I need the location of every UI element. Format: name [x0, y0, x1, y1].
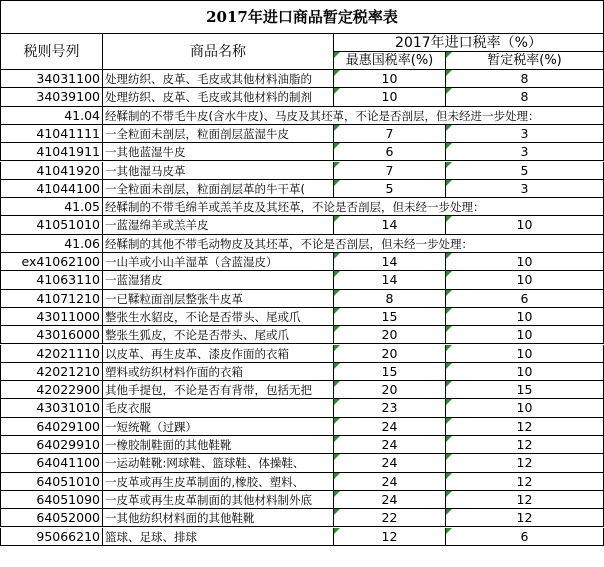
row-name: 一皮革或再生皮革制面的,橡胶、塑料、 [103, 473, 334, 491]
row-code: 42021110 [0, 345, 103, 363]
row-provisional-rate: 10 [446, 271, 604, 289]
error-indicator-icon [446, 290, 452, 296]
row-name: 一已鞣粒面剖层整张牛皮革 [103, 290, 334, 308]
row-mfn-rate: 7 [334, 125, 446, 143]
row-name: 毛皮衣服 [103, 399, 334, 417]
error-indicator-icon [334, 345, 340, 351]
row-name: 处理纺织、皮革、毛皮或其他材料油脂的 [103, 70, 334, 88]
row-mfn-rate: 24 [334, 491, 446, 509]
row-code: 34039100 [0, 88, 103, 106]
row-provisional-rate: 3 [446, 143, 604, 161]
error-indicator-icon [446, 52, 452, 58]
header-provisional-rate: 暂定税率(%) [446, 52, 604, 70]
row-mfn-rate: 12 [334, 528, 446, 546]
row-code: 64041100 [0, 454, 103, 472]
row-provisional-rate: 10 [446, 308, 604, 326]
row-provisional-rate: 6 [446, 290, 604, 308]
row-name: 篮球、足球、排球 [103, 528, 334, 546]
error-indicator-icon [446, 253, 452, 259]
row-heading-text: 经鞣制的其他不带毛动物皮及其坯革，不论是否剖层，但未经一步处理： [103, 235, 604, 253]
row-name: 一其他纺织材料面的其他鞋靴 [103, 509, 334, 527]
row-mfn-rate: 24 [334, 454, 446, 472]
row-provisional-rate: 8 [446, 88, 604, 106]
row-code: 64052000 [0, 509, 103, 527]
error-indicator-icon [446, 180, 452, 186]
row-provisional-rate: 5 [446, 162, 604, 180]
row-mfn-rate: 14 [334, 216, 446, 234]
row-heading-text: 经鞣制的不带毛绵羊或羔羊皮及其坯革，不论是否剖层，但未经一步处理： [103, 198, 604, 216]
row-name: 一橡胶制鞋面的其他鞋靴 [103, 436, 334, 454]
error-indicator-icon [334, 88, 340, 94]
error-indicator-icon [446, 491, 452, 497]
header-code: 税则号列 [0, 34, 103, 70]
row-mfn-rate: 10 [334, 70, 446, 88]
error-indicator-icon [446, 473, 452, 479]
error-indicator-icon [446, 271, 452, 277]
row-code: 41.04 [0, 107, 103, 125]
error-indicator-icon [334, 399, 340, 405]
row-mfn-rate: 24 [334, 418, 446, 436]
error-indicator-icon [446, 509, 452, 515]
row-code: 41041911 [0, 143, 103, 161]
error-indicator-icon [446, 454, 452, 460]
error-indicator-icon [334, 253, 340, 259]
row-provisional-rate: 15 [446, 381, 604, 399]
row-provisional-rate: 10 [446, 345, 604, 363]
row-provisional-rate: 12 [446, 473, 604, 491]
row-name: 一全粒面未剖层，粒面剖层蓝湿牛皮 [103, 125, 334, 143]
row-mfn-rate: 8 [334, 290, 446, 308]
error-indicator-icon [446, 528, 452, 534]
row-mfn-rate: 7 [334, 162, 446, 180]
row-mfn-rate: 15 [334, 363, 446, 381]
error-indicator-icon [446, 363, 452, 369]
row-code: 64051010 [0, 473, 103, 491]
row-provisional-rate: 12 [446, 418, 604, 436]
row-mfn-rate: 20 [334, 345, 446, 363]
row-name: 处理纺织、皮革、毛皮或其他材料的制剂 [103, 88, 334, 106]
row-code: 41071210 [0, 290, 103, 308]
error-indicator-icon [446, 125, 452, 131]
row-mfn-rate: 20 [334, 381, 446, 399]
row-provisional-rate: 3 [446, 180, 604, 198]
row-name: 塑料或纺织材料作面的衣箱 [103, 363, 334, 381]
error-indicator-icon [446, 308, 452, 314]
error-indicator-icon [334, 162, 340, 168]
error-indicator-icon [334, 436, 340, 442]
error-indicator-icon [446, 399, 452, 405]
error-indicator-icon [334, 491, 340, 497]
row-provisional-rate: 6 [446, 528, 604, 546]
row-code: 42022900 [0, 381, 103, 399]
error-indicator-icon [334, 509, 340, 515]
row-provisional-rate: 3 [446, 125, 604, 143]
row-mfn-rate: 20 [334, 326, 446, 344]
row-code: 41041111 [0, 125, 103, 143]
row-provisional-rate: 10 [446, 253, 604, 271]
error-indicator-icon [446, 436, 452, 442]
error-indicator-icon [334, 363, 340, 369]
row-mfn-rate: 24 [334, 473, 446, 491]
error-indicator-icon [334, 381, 340, 387]
error-indicator-icon [334, 473, 340, 479]
row-code: 42021210 [0, 363, 103, 381]
row-name: 一短统靴（过踝） [103, 418, 334, 436]
row-heading-text: 经鞣制的不带毛牛皮(含水牛皮)、马皮及其坯革，不论是否剖层，但未经进一步处理： [103, 107, 604, 125]
row-name: 以皮革、再生皮革、漆皮作面的衣箱 [103, 345, 334, 363]
error-indicator-icon [446, 70, 452, 76]
row-provisional-rate: 8 [446, 70, 604, 88]
row-mfn-rate: 24 [334, 436, 446, 454]
row-name: 其他手提包，不论是否有背带，包括无把 [103, 381, 334, 399]
row-mfn-rate: 14 [334, 253, 446, 271]
error-indicator-icon [446, 143, 452, 149]
row-provisional-rate: 12 [446, 509, 604, 527]
row-mfn-rate: 14 [334, 271, 446, 289]
error-indicator-icon [334, 125, 340, 131]
row-name: 一山羊或小山羊湿革（含蓝湿皮） [103, 253, 334, 271]
row-mfn-rate: 15 [334, 308, 446, 326]
error-indicator-icon [446, 381, 452, 387]
row-code: 41044100 [0, 180, 103, 198]
row-code: 64029910 [0, 436, 103, 454]
error-indicator-icon [334, 271, 340, 277]
error-indicator-icon [334, 454, 340, 460]
error-indicator-icon [334, 216, 340, 222]
row-mfn-rate: 22 [334, 509, 446, 527]
error-indicator-icon [334, 52, 340, 58]
row-name: 一其他蓝湿牛皮 [103, 143, 334, 161]
row-name: 一全粒面未剖层，粒面剖层革的牛干革( [103, 180, 334, 198]
row-code: 43016000 [0, 326, 103, 344]
error-indicator-icon [334, 308, 340, 314]
row-mfn-rate: 10 [334, 88, 446, 106]
row-name: 整张生水貂皮，不论是否带头、尾或爪 [103, 308, 334, 326]
row-mfn-rate: 6 [334, 143, 446, 161]
row-provisional-rate: 12 [446, 491, 604, 509]
row-code: ex41062100 [0, 253, 103, 271]
row-name: 一蓝湿绵羊或羔羊皮 [103, 216, 334, 234]
error-indicator-icon [446, 216, 452, 222]
row-code: 64051090 [0, 491, 103, 509]
row-code: 95066210 [0, 528, 103, 546]
error-indicator-icon [334, 418, 340, 424]
error-indicator-icon [446, 162, 452, 168]
row-code: 41.05 [0, 198, 103, 216]
row-code: 34031100 [0, 70, 103, 88]
row-mfn-rate: 5 [334, 180, 446, 198]
row-provisional-rate: 10 [446, 399, 604, 417]
row-mfn-rate: 23 [334, 399, 446, 417]
error-indicator-icon [334, 528, 340, 534]
row-name: 一其他湿马皮革 [103, 162, 334, 180]
row-name: 一运动鞋靴:网球鞋、篮球鞋、体操鞋、 [103, 454, 334, 472]
row-name: 整张生狐皮，不论是否带头、尾或爪 [103, 326, 334, 344]
row-provisional-rate: 10 [446, 363, 604, 381]
error-indicator-icon [446, 418, 452, 424]
table-title: 2017年进口商品暂定税率表 [0, 0, 604, 34]
row-code: 41063110 [0, 271, 103, 289]
error-indicator-icon [334, 70, 340, 76]
row-code: 43011000 [0, 308, 103, 326]
row-provisional-rate: 10 [446, 216, 604, 234]
error-indicator-icon [446, 326, 452, 332]
header-mfn-rate: 最惠国税率(%) [334, 52, 446, 70]
row-code: 41.06 [0, 235, 103, 253]
error-indicator-icon [446, 88, 452, 94]
row-name: 一皮革或再生皮革制面的其他材料制外底 [103, 491, 334, 509]
error-indicator-icon [334, 290, 340, 296]
header-name: 商品名称 [103, 34, 334, 70]
row-code: 41041920 [0, 162, 103, 180]
row-provisional-rate: 10 [446, 326, 604, 344]
row-provisional-rate: 12 [446, 436, 604, 454]
row-code: 41051010 [0, 216, 103, 234]
row-name: 一蓝湿猪皮 [103, 271, 334, 289]
error-indicator-icon [334, 326, 340, 332]
row-code: 43031010 [0, 399, 103, 417]
error-indicator-icon [334, 180, 340, 186]
error-indicator-icon [334, 143, 340, 149]
row-code: 64029100 [0, 418, 103, 436]
header-rate-group: 2017年进口税率（%） [334, 34, 604, 52]
row-provisional-rate: 12 [446, 454, 604, 472]
error-indicator-icon [446, 345, 452, 351]
